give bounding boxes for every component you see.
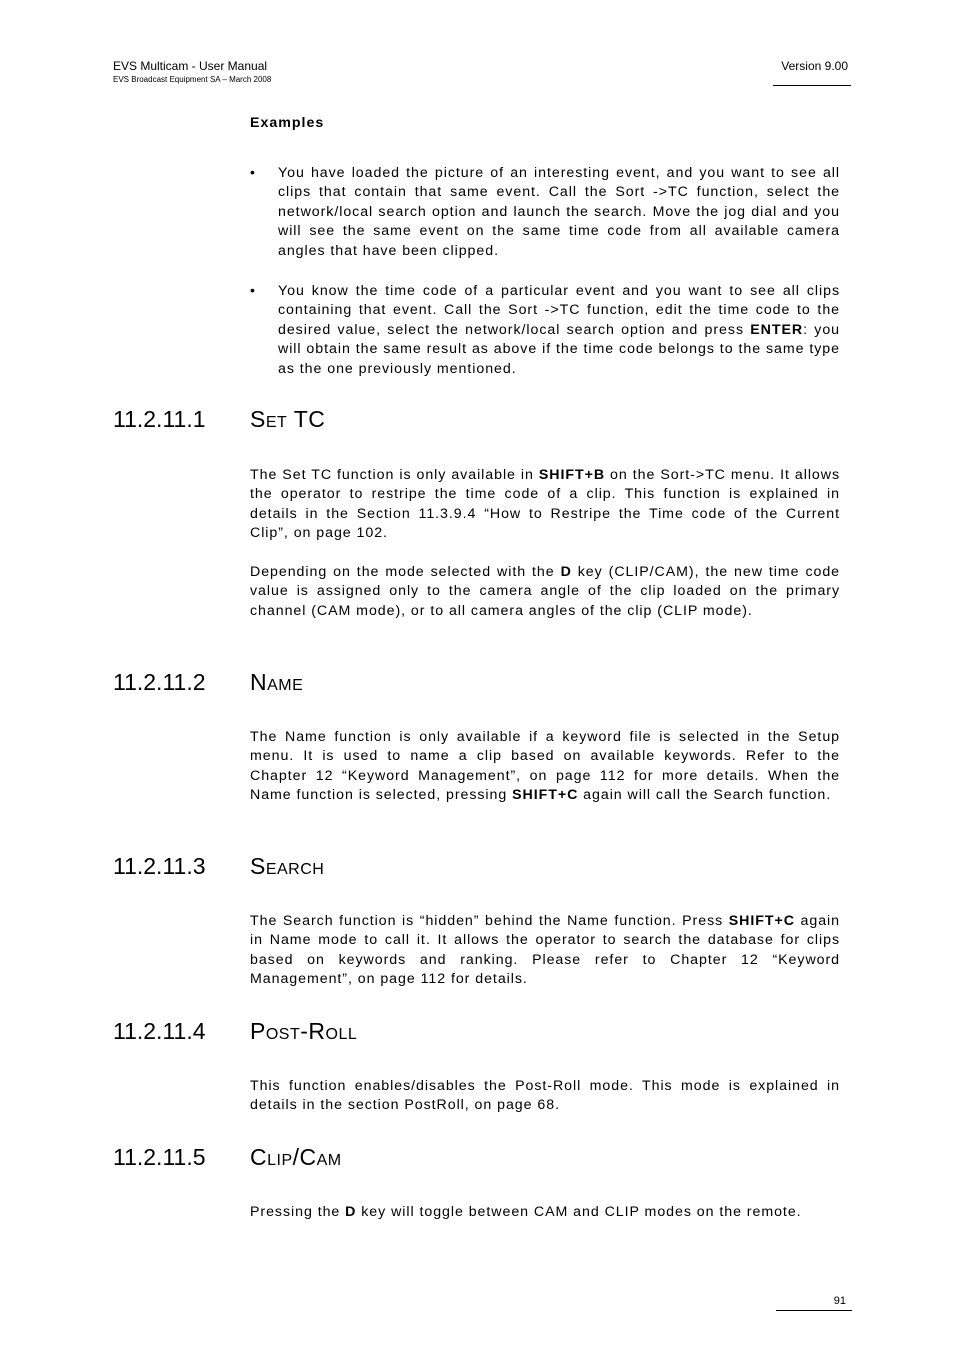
page-number: 91 <box>833 1295 846 1307</box>
set-tc-paragraph-1: The Set TC function is only available in SHIFT+B on the Sort->TC menu. It allows the operator to restripe the time code of a clip. This function is explained in details in the Section 11.3.9.4 “How to Restripe the Time code of the Current Clip”, on page 102. <box>250 467 841 542</box>
section-number: 11.2.11.5 <box>113 1144 206 1170</box>
section-heading-name <box>113 669 303 699</box>
section-title: Clip/Cam <box>250 1144 342 1170</box>
examples-heading: Examples <box>250 115 325 131</box>
section-heading-post-roll <box>113 1018 357 1048</box>
publisher-line: EVS Broadcast Equipment SA – March 2008 <box>113 75 272 84</box>
section-number: 11.2.11.3 <box>113 853 206 879</box>
section-number: 11.2.11.2 <box>113 669 206 695</box>
section-number: 11.2.11.4 <box>113 1018 206 1044</box>
key-label: SHIFT+C <box>728 913 795 929</box>
post-roll-paragraph: This function enables/disables the Post-Roll mode. This mode is explained in details in the section PostRoll, on page 68. <box>250 1078 840 1114</box>
search-paragraph: The Search function is “hidden” behind the Name function. Press SHIFT+C again in Name mode to call it. It allows the operator to search the database for clips based on keywords and ranking. Please refer to Chapter 12 “Keyword Management”, on page 112 for details. <box>250 913 840 988</box>
clip-cam-paragraph: Pressing the D key will toggle between CAM and CLIP modes on the remote. <box>250 1204 802 1220</box>
section-title: Set TC <box>250 406 326 432</box>
example-bullet-1: You have loaded the picture of an interesting event, and you want to see all clips that contain that same event. Call the Sort ->TC function, select the network/local search option and launch the search. Move the jog dial and you will see the same event on the same time code from all available camera angles that have been clipped. <box>278 165 840 259</box>
section-title: Post-Roll <box>250 1018 358 1044</box>
document-title: EVS Multicam - User Manual <box>113 59 268 73</box>
name-paragraph: The Name function is only available if a keyword file is selected in the Setup menu. It is used to name a clip based on available keywords. Refer to the Chapter 12 “Keyword Management”, on page 112 for more details. When the Name function is selected, pressing SHIFT+C again will call the Search function. <box>250 729 840 804</box>
footer-rule <box>776 1310 852 1311</box>
section-title: Search <box>250 853 325 879</box>
bullet-icon: • <box>250 164 255 180</box>
section-title: Name <box>250 669 304 695</box>
section-heading-set-tc <box>113 406 325 436</box>
section-heading-search <box>113 853 324 883</box>
header-rule <box>773 85 851 86</box>
key-label: ENTER <box>750 321 804 338</box>
section-number: 11.2.11.1 <box>113 406 206 432</box>
key-label: SHIFT+C <box>512 787 579 804</box>
key-label: SHIFT+B <box>538 467 606 483</box>
bullet-icon: • <box>250 282 255 298</box>
section-heading-clip-cam <box>113 1144 342 1174</box>
set-tc-paragraph-2: Depending on the mode selected with the D key (CLIP/CAM), the new time code value is assigned only to the camera angle of the clip loaded on the primary channel (CAM mode), or to all camera angles of the clip (CLIP mode). <box>250 564 841 619</box>
version-label: Version 9.00 <box>781 59 848 73</box>
key-label: D <box>560 564 572 580</box>
key-label: D <box>345 1204 357 1220</box>
example-bullet-2: You know the time code of a particular event and you want to see all clips containing that event. Call the Sort ->TC function, edit the time code to the desired value, select the network/local search option and press ENTER: you will obtain the same result as above if the time code belongs to the same type as the one previously mentioned. <box>278 283 840 377</box>
